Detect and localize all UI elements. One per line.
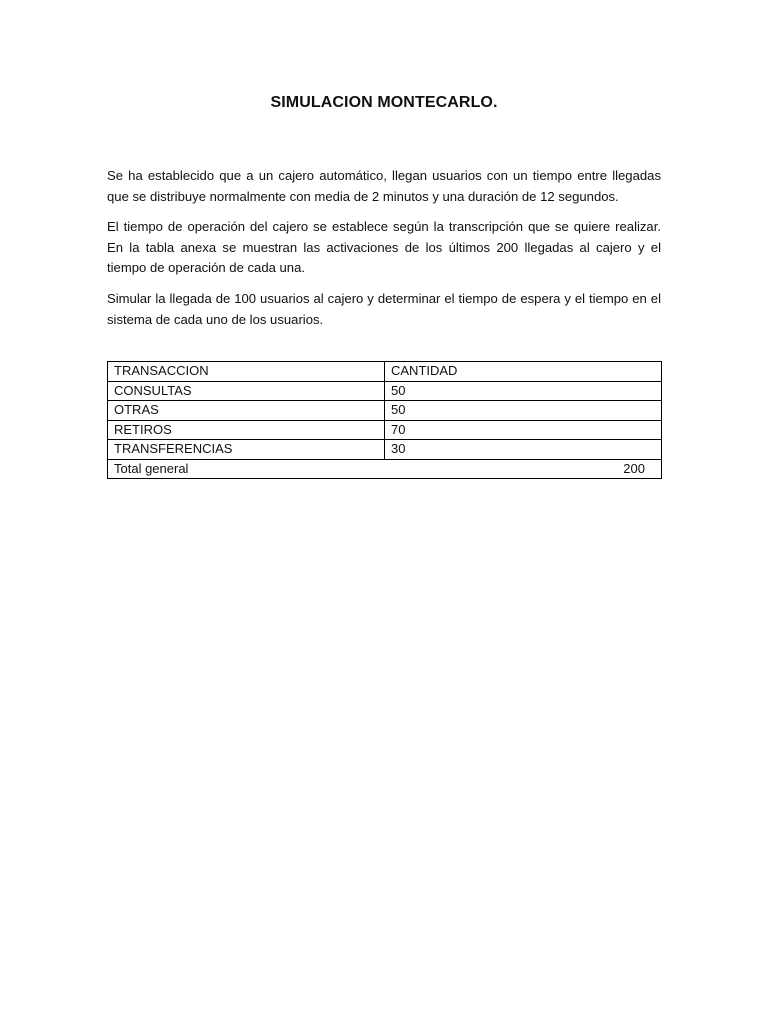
table-header-row [108, 362, 662, 382]
cell-transaction-name: OTRAS [108, 401, 385, 421]
paragraph-problem-statement: Se ha establecido que a un cajero automático, llegan usuarios con un tiempo entre llegadas que se distribuye normalmente con media de 2 minutos y una duración de 12 segundos. [107, 168, 661, 204]
cell-transaction-name: RETIROS [108, 420, 385, 440]
cell-transaction-name: TRANSFERENCIAS [108, 440, 385, 460]
total-label: Total general [114, 460, 189, 476]
cell-transaction-count: 70 [385, 420, 662, 440]
transactions-table [107, 361, 662, 479]
table-row [108, 401, 662, 421]
document-body [107, 166, 661, 340]
table-row [108, 381, 662, 401]
table-total-row [108, 459, 662, 479]
paragraph-task: Simular la llegada de 100 usuarios al cajero y determinar el tiempo de espera y el tiempo en el sistema de cada uno de los usuarios. [107, 290, 661, 327]
cell-transaction-count: 50 [385, 401, 662, 421]
paragraph-operation-time: El tiempo de operación del cajero se establece según la transcripción que se quiere realizar. En la tabla anexa se muestran las activaciones de los últimos 200 llegadas al cajero y el tiempo de operación de cada una. [107, 219, 661, 276]
cell-transaction-count: 50 [385, 381, 662, 401]
cell-transaction-name: CONSULTAS [108, 381, 385, 401]
header-cantidad: CANTIDAD [385, 362, 662, 382]
cell-transaction-count: 30 [385, 440, 662, 460]
table-row [108, 420, 662, 440]
header-transaccion: TRANSACCION [108, 362, 385, 382]
total-cell [108, 459, 662, 479]
total-value: 200 [623, 460, 645, 476]
table-row [108, 440, 662, 460]
document-title: SIMULACION MONTECARLO. [270, 94, 498, 111]
